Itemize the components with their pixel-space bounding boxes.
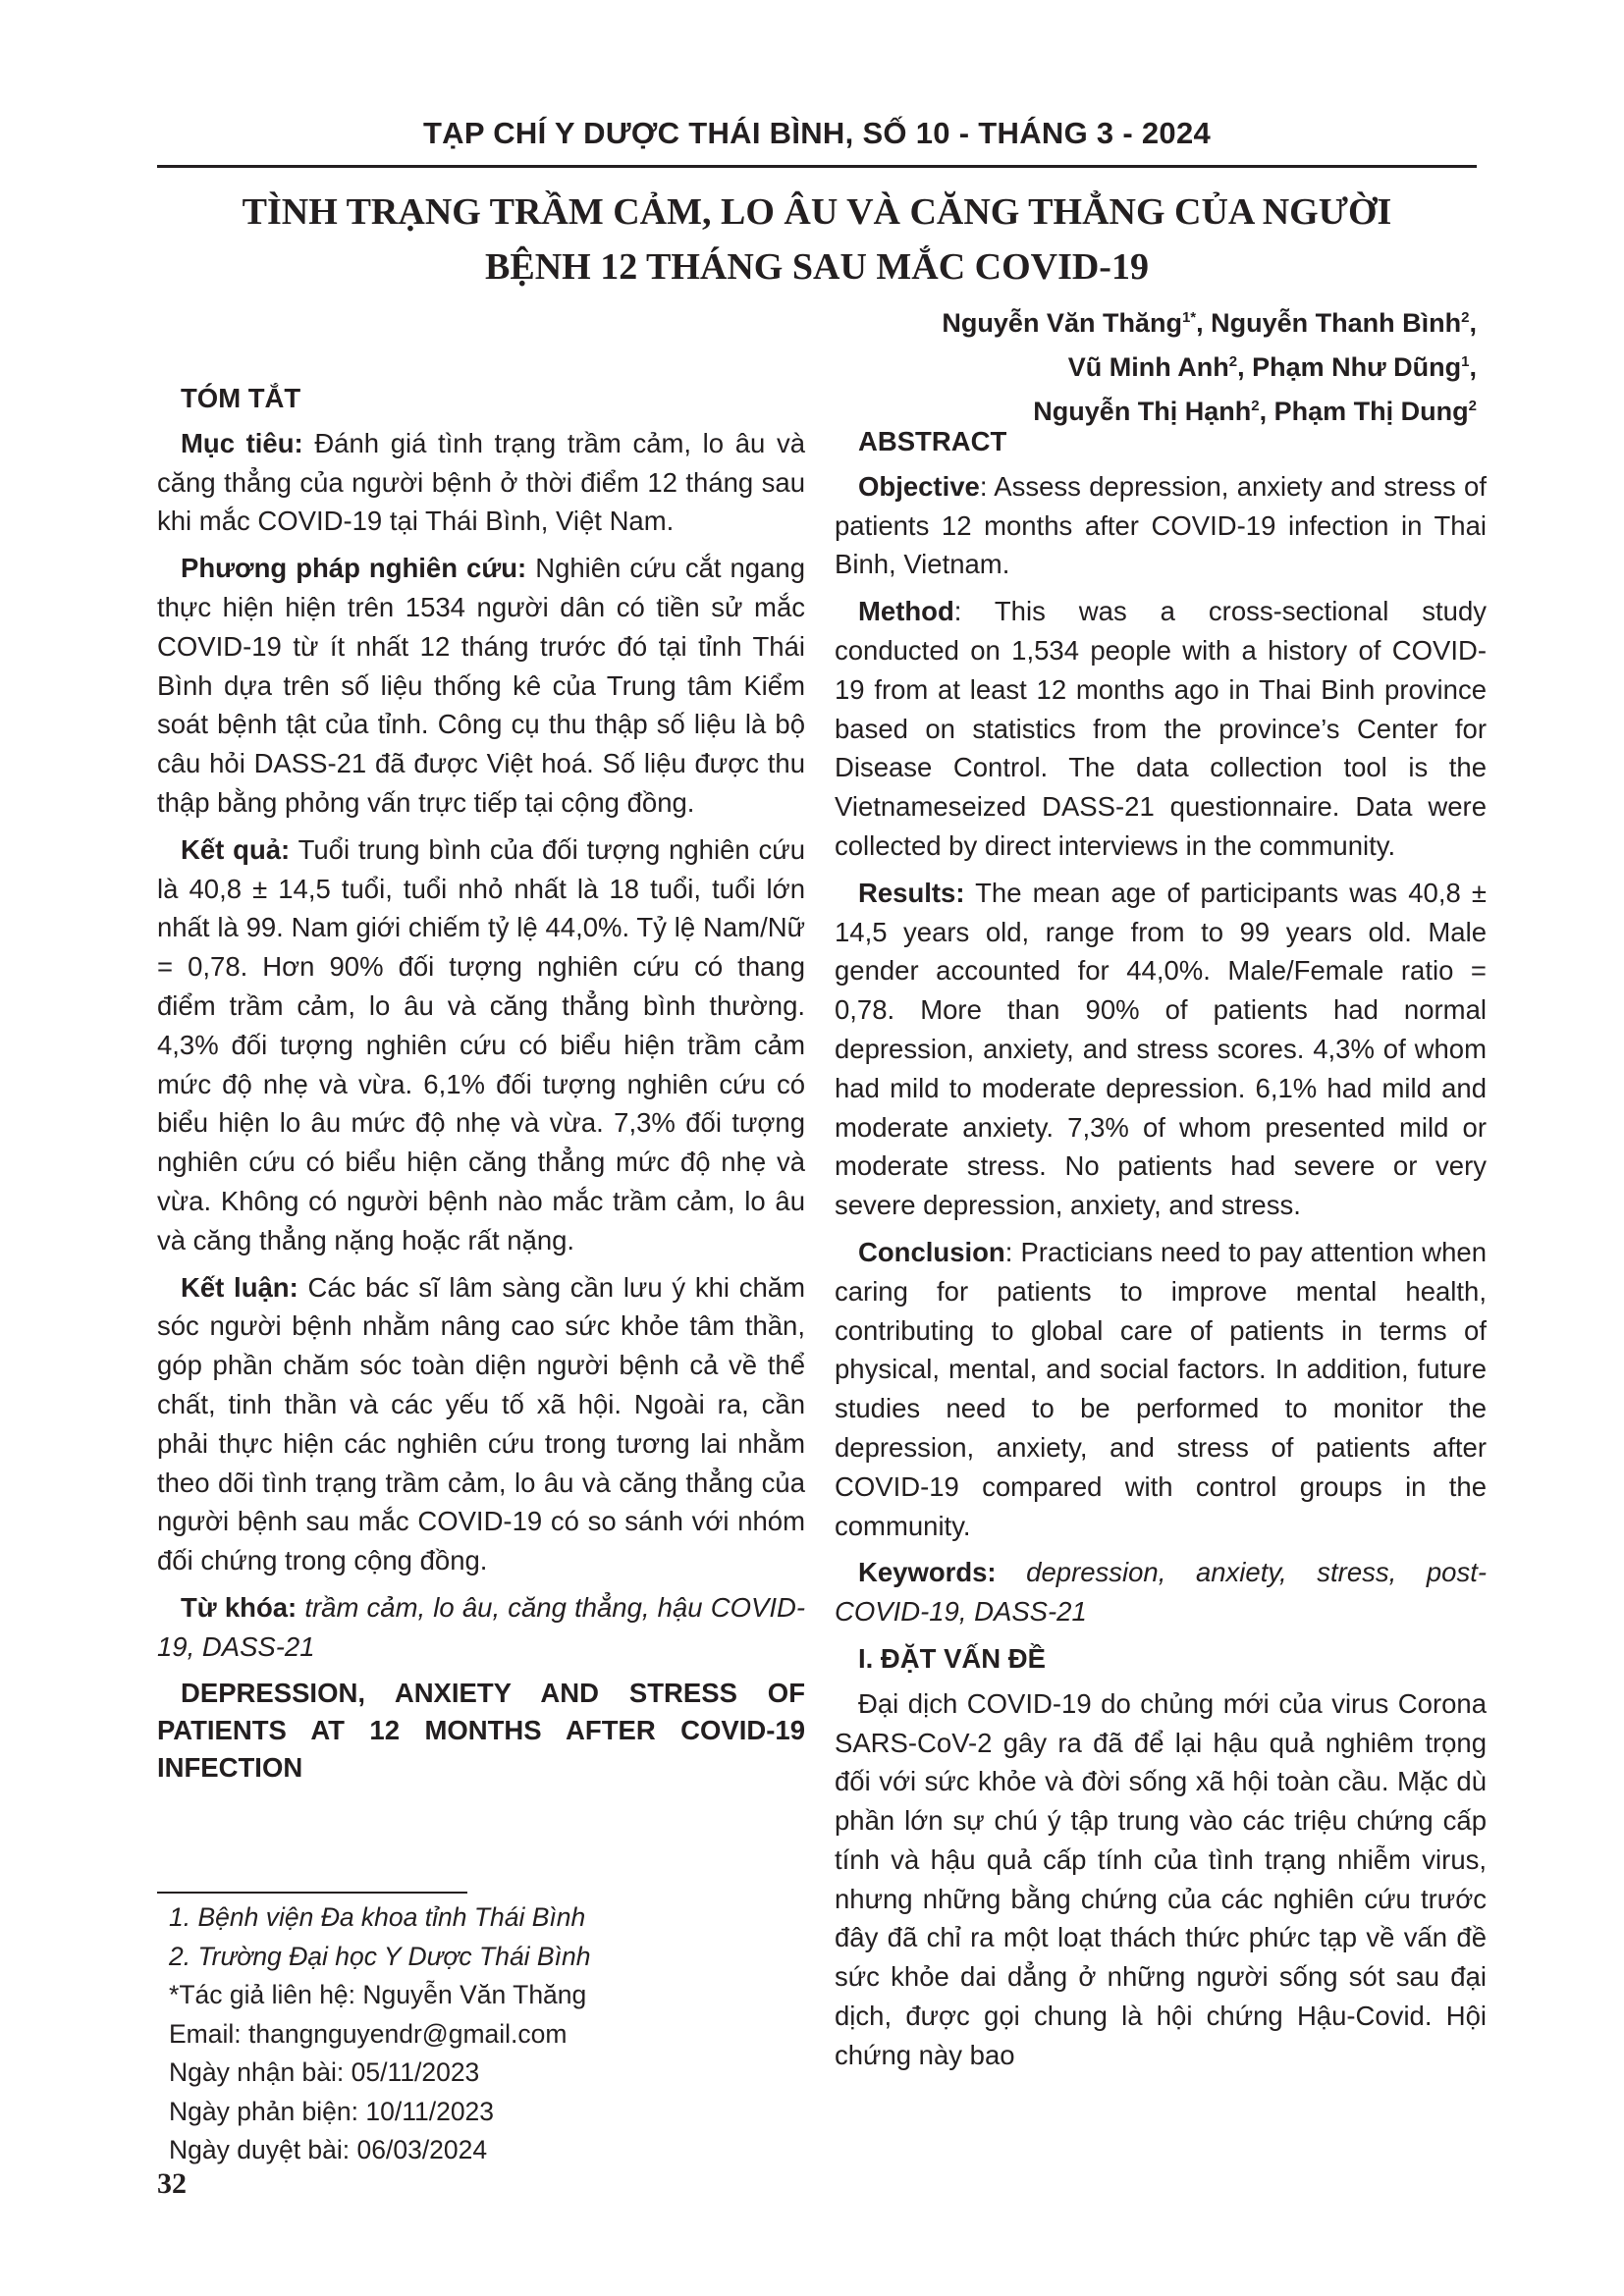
author-line-2 [848, 343, 1477, 387]
objective-en-text: : Assess depression, anxiety and stress of patients 12 months after COVID-19 infection in Thai Binh, Vietnam. [835, 470, 1487, 580]
keywords-en-text: depression, anxiety, stress, post-COVID-19, DASS-21 [835, 1557, 1487, 1628]
tomtat-heading: TÓM TẮT [181, 383, 301, 413]
keywords-en [835, 1553, 1487, 1631]
author-affiliation: 1 [1461, 353, 1470, 370]
results-vi [157, 830, 805, 1260]
keywords-en-label: Keywords: [858, 1557, 997, 1588]
conclusion-en [835, 1233, 1487, 1545]
right-column [835, 422, 1487, 2083]
author-affiliation: 2 [1461, 309, 1470, 326]
title-line-1: TÌNH TRẠNG TRẦM CẢM, LO ÂU VÀ CĂNG THẲNG CỦA NGƯỜI [242, 191, 1392, 233]
author-separator: , [1469, 352, 1477, 382]
conclusion-vi [157, 1268, 805, 1580]
author-separator: , [1469, 308, 1477, 338]
author-name: Nguyễn Văn Thăng [942, 308, 1182, 338]
method-en-label: Method [858, 596, 954, 627]
author-separator: , [1237, 352, 1253, 382]
footnote-corresponding: *Tác giả liên hệ: Nguyễn Văn Thăng [169, 1980, 587, 2009]
conclusion-en-label: Conclusion [858, 1236, 1005, 1267]
keywords-vi [157, 1588, 805, 1667]
author-affiliation: 2 [1228, 353, 1238, 370]
results-en-text: The mean age of participants was 40,8 ± 14,5 years old, range from to 99 years old. Male gender accounted for 44,0%. Male/Female ratio = 0,78. More than 90% of patients had normal depression, anxiety, and stress scores. 4,3% of whom had mild to moderate depression. 6,1% had mild and moderate anxiety. 7,3% of whom presented mild or moderate stress. No patients had severe or very severe depression, anxiety, and stress. [835, 877, 1487, 1221]
author-name: Phạm Như Dũng [1252, 352, 1462, 382]
author-affiliation: 2 [1251, 398, 1260, 414]
method-en [835, 592, 1487, 866]
conclusion-vi-text: Các bác sĩ lâm sàng cần lưu ý khi chăm sóc người bệnh nhằm nâng cao sức khỏe tâm thần, góp phần chăm sóc toàn diện người bệnh cả về thể chất, tinh thần và các yếu tố xã hội. Ngoài ra, cần phải thực hiện các nghiên cứu trong tương lai nhằm theo dõi tình trạng trầm cảm, lo âu và căng thẳng của người bệnh sau mắc COVID-19 có so sánh với nhóm đối chứng trong cộng đồng. [157, 1271, 805, 1576]
introduction-paragraph: Đại dịch COVID-19 do chủng mới của virus Corona SARS-CoV-2 gây ra đã để lại hậu quả nghiêm trọng đối với sức khỏe và đời sống xã hội toàn cầu. Mặc dù phần lớn sự chú ý tập trung vào các triệu chứng cấp tính và hậu quả cấp tính của tình trạng nhiễm virus, nhưng những bằng chứng của các nghiên cứu trước đây đã chỉ ra một loạt thách thức phức tạp về vấn đề sức khỏe dai dẳng ở những người sống sót sau đại dịch, được gọi chung là hội chứng Hậu-Covid. Hội chứng này bao [835, 1687, 1487, 2070]
results-vi-label: Kết quả: [181, 833, 291, 865]
author-name: Phạm Thị Dung [1273, 397, 1469, 426]
author-list [848, 298, 1477, 431]
objective-en [835, 467, 1487, 584]
abstract-heading: ABSTRACT [858, 426, 1007, 456]
footnote-text: 2. Trường Đại học Y Dược Thái Bình [169, 1941, 591, 1971]
author-name: Nguyễn Thị Hạnh [1033, 397, 1252, 426]
footnote-affiliation-2 [157, 1938, 805, 1977]
keywords-vi-label: Từ khóa: [181, 1591, 298, 1623]
conclusion-vi-label: Kết luận: [181, 1271, 298, 1303]
author-separator: , [1259, 397, 1274, 426]
footnote-reviewed: Ngày phản biện: 10/11/2023 [169, 2096, 495, 2126]
footnote-received: Ngày nhận bài: 05/11/2023 [169, 2057, 480, 2087]
section-heading-introduction: I. ĐẶT VẤN ĐỀ [858, 1642, 1046, 1674]
author-affiliation: 1* [1181, 309, 1197, 326]
footnote-rule [157, 1892, 467, 1894]
results-vi-text: Tuổi trung bình của đối tượng nghiên cứu là 40,8 ± 14,5 tuổi, tuổi nhỏ nhất là 18 tuổi, tuổi lớn nhất là 99. Nam giới chiếm tỷ lệ 44,0%. Tỷ lệ Nam/Nữ = 0,78. Hơn 90% đối tượng nghiên cứu có thang điểm trầm cảm, lo âu và căng thẳng bình thường. 4,3% đối tượng nghiên cứu có biểu hiện trầm cảm mức độ nhẹ và vừa. 6,1% đối tượng nghiên cứu có biểu hiện lo âu mức độ nhẹ và vừa. 7,3% đối tượng nghiên cứu có biểu hiện căng thẳng mức độ nhẹ và vừa. Không có người bệnh nào mắc trầm cảm, lo âu và căng thẳng nặng hoặc rất nặng. [157, 833, 805, 1255]
author-line-1 [848, 298, 1477, 343]
page-number: 32 [157, 2167, 187, 2200]
author-affiliation: 2 [1468, 398, 1477, 414]
left-column [157, 379, 805, 1792]
author-name: Vũ Minh Anh [1067, 352, 1229, 382]
keywords-vi-text: trầm cảm, lo âu, căng thẳng, hậu COVID-19, DASS-21 [157, 1591, 805, 1662]
conclusion-en-text: : Practicians need to pay attention when caring for patients to improve mental health, contributing to global care of patients in terms of physical, mental, and social factors. In addition, future studies need to be performed to monitor the depression, anxiety, and stress of patients after COVID-19 compared with control groups in the community. [835, 1236, 1487, 1541]
english-title: DEPRESSION, ANXIETY AND STRESS OF PATIENTS AT 12 MONTHS AFTER COVID-19 INFECTION [157, 1677, 805, 1783]
method-vi-text: Nghiên cứu cắt ngang thực hiện hiện trên 1534 người dân có tiền sử mắc COVID-19 từ ít nhất 12 tháng trước đó tại tỉnh Thái Bình dựa trên số liệu thống kê của Trung tâm Kiểm soát bệnh tật của tỉnh. Công cụ thu thập số liệu là bộ câu hỏi DASS-21 đã được Việt hoá. Số liệu được thu thập bằng phỏng vấn trực tiếp tại cộng đồng. [157, 553, 805, 818]
objective-vi [157, 424, 805, 541]
results-en [835, 874, 1487, 1225]
objective-vi-text: Đánh giá tình trạng trầm cảm, lo âu và căng thẳng của người bệnh ở thời điểm 12 tháng sau khi mắc COVID-19 tại Thái Bình, Việt Nam. [157, 427, 805, 537]
method-vi-label: Phương pháp nghiên cứu: [181, 553, 527, 584]
journal-header: TẠP CHÍ Y DƯỢC THÁI BÌNH, SỐ 10 - THÁNG 3 - 2024 [422, 116, 1212, 150]
article-title [157, 185, 1477, 294]
footnote-email: Email: thangnguyendr@gmail.com [169, 2018, 568, 2049]
footnote-accepted: Ngày duyệt bài: 06/03/2024 [169, 2135, 488, 2164]
footnote-affiliation-1 [157, 1898, 805, 1938]
method-vi [157, 549, 805, 823]
header-rule [157, 165, 1477, 168]
author-name: Nguyễn Thanh Bình [1211, 308, 1462, 338]
objective-vi-label: Mục tiêu: [181, 427, 303, 458]
author-separator: , [1196, 308, 1212, 338]
footnotes [157, 1898, 805, 2170]
footnote-text: 1. Bệnh viện Đa khoa tỉnh Thái Bình [169, 1902, 586, 1932]
results-en-label: Results: [858, 877, 965, 908]
objective-en-label: Objective [858, 470, 980, 502]
method-en-text: : This was a cross-sectional study conducted on 1,534 people with a history of COVID-19 from at least 12 months ago in Thai Binh province based on statistics from the province’s Center for Disease Control. The data collection tool is the Vietnameseized DASS-21 questionnaire. Data were collected by direct interviews in the community. [835, 596, 1487, 861]
title-line-2: BỆNH 12 THÁNG SAU MẮC COVID-19 [485, 246, 1149, 288]
